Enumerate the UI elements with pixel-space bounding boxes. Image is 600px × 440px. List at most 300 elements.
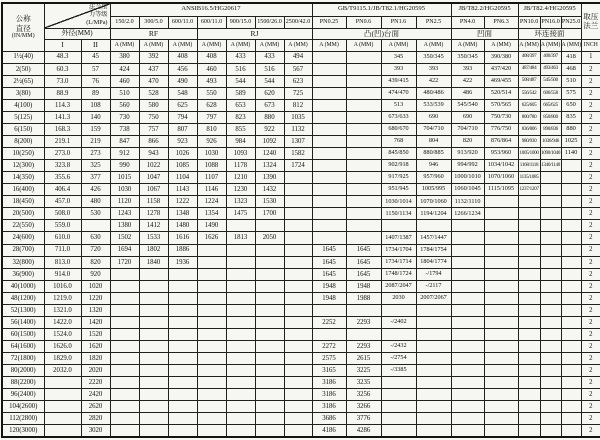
table-row — [2, 413, 600, 425]
dimension-cell: 953/960 — [484, 148, 518, 160]
dimension-cell: 422 — [451, 75, 484, 87]
dimension-cell: 711.0 — [44, 244, 81, 256]
dimension-cell: 4286 — [346, 425, 381, 437]
nominal-diameter-cell: 96(2400) — [2, 389, 44, 401]
dimension-cell — [255, 401, 284, 413]
dimension-cell — [226, 341, 255, 353]
dimension-cell — [110, 341, 139, 353]
inch-cell: 2 — [581, 244, 600, 256]
nominal-diameter-cell: 16(400) — [2, 184, 44, 196]
dimension-cell — [484, 328, 518, 340]
dimension-cell — [197, 256, 226, 268]
nominal-diameter-cell: 4(100) — [2, 99, 44, 111]
dimension-cell: 1278 — [139, 208, 168, 220]
dimension-cell: 325 — [81, 160, 110, 172]
dimension-cell: 625/605 — [518, 99, 540, 111]
dimension-cell — [168, 268, 197, 280]
dimension-cell — [255, 316, 284, 328]
dimension-cell: 650 — [561, 99, 581, 111]
dimension-cell — [416, 401, 451, 413]
dimension-cell: 490 — [168, 75, 197, 87]
dimension-cell: 457.0 — [44, 196, 81, 208]
dimension-cell: 1243 — [110, 208, 139, 220]
table-row — [2, 63, 600, 75]
dimension-cell: 580 — [139, 99, 168, 111]
dimension-cell — [255, 220, 284, 232]
dimension-cell — [284, 401, 312, 413]
dimension-cell — [561, 389, 581, 401]
dimension-cell: 797 — [197, 111, 226, 123]
dimension-cell — [518, 208, 540, 220]
dimension-cell: 1150/1134 — [381, 208, 416, 220]
dimension-cell: 355.6 — [44, 172, 81, 184]
dimension-cell — [168, 413, 197, 425]
dimension-cell: 520/514 — [484, 87, 518, 99]
dimension-cell — [416, 316, 451, 328]
dimension-cell: 1948 — [346, 280, 381, 292]
pressure-col-header: 300/5.0 — [139, 16, 168, 28]
nominal-diameter-cell: 14(350) — [2, 172, 44, 184]
dimension-cell: 486 — [451, 87, 484, 99]
dimension-cell — [540, 196, 561, 208]
dimension-cell: 433 — [255, 51, 284, 63]
pressure-col-header: PN0.25 — [312, 16, 346, 28]
dimension-cell: 1948 — [312, 292, 346, 304]
standard-group-header: JB/T82.4/HG20595 — [518, 3, 581, 16]
dimension-cell — [312, 75, 346, 87]
dimension-cell — [346, 75, 381, 87]
table-row — [2, 292, 600, 304]
dimension-cell: -/2754 — [381, 353, 416, 365]
dimension-cell: 408 — [168, 51, 197, 63]
dimension-cell: 1104 — [168, 172, 197, 184]
dimension-cell: 920 — [81, 268, 110, 280]
nominal-diameter-cell: 56(1400) — [2, 316, 44, 328]
dimension-cell — [44, 389, 81, 401]
dimension-cell — [561, 401, 581, 413]
dimension-cell — [226, 280, 255, 292]
dimension-cell: 1422.0 — [44, 316, 81, 328]
dimension-cell: 48.3 — [44, 51, 81, 63]
table-row — [2, 365, 600, 377]
dimension-cell — [284, 365, 312, 377]
dimension-cell — [416, 304, 451, 316]
face-group-header: RF — [110, 28, 197, 39]
pressure-class-label-line: 法兰压 — [88, 4, 108, 11]
dimension-cell: 510 — [561, 75, 581, 87]
table-row — [2, 184, 600, 196]
dimension-cell: 2050 — [255, 232, 284, 244]
pressure-col-header: 900/15.0 — [226, 16, 255, 28]
dimension-cell — [484, 232, 518, 244]
tap-flange-header — [581, 3, 600, 39]
dimension-cell — [226, 292, 255, 304]
dimension-cell: 510 — [110, 87, 139, 99]
dimension-cell: 807 — [168, 123, 197, 135]
dimension-cell — [44, 413, 81, 425]
table-row — [2, 75, 600, 87]
dimension-cell — [284, 196, 312, 208]
dimension-cell: 424 — [110, 63, 139, 75]
dimension-cell — [312, 148, 346, 160]
dimension-cell: 1420 — [81, 316, 110, 328]
dimension-cell — [346, 51, 381, 63]
dimension-cell: 2293 — [346, 341, 381, 353]
dimension-cell: 1090/1040 — [540, 148, 561, 160]
dimension-cell: 820 — [81, 256, 110, 268]
inch-cell: 2 — [581, 63, 600, 75]
dimension-cell — [518, 353, 540, 365]
dimension-cell — [255, 280, 284, 292]
dimension-cell — [197, 413, 226, 425]
dimension-cell — [139, 353, 168, 365]
dimension-cell: 1324 — [255, 160, 284, 172]
dimension-cell: 1829.0 — [44, 353, 81, 365]
dimension-cell: 323.8 — [44, 160, 81, 172]
dimension-cell — [44, 377, 81, 389]
dimension-cell — [284, 172, 312, 184]
dimension-cell — [44, 401, 81, 413]
dimension-cell: 1348 — [168, 208, 197, 220]
dimension-cell: 1616 — [168, 232, 197, 244]
dimension-cell — [168, 389, 197, 401]
dimension-cell — [226, 256, 255, 268]
dimension-cell: 3686 — [312, 413, 346, 425]
dimension-cell: 73.0 — [44, 75, 81, 87]
nominal-diameter-cell: 5(125) — [2, 111, 44, 123]
dimension-cell: 750 — [139, 111, 168, 123]
dimension-cell — [284, 268, 312, 280]
dimension-cell — [284, 220, 312, 232]
dimension-cell: 946 — [416, 160, 451, 172]
dimension-cell — [226, 365, 255, 377]
table-row — [2, 425, 600, 437]
dimension-cell: 880 — [255, 111, 284, 123]
dimension-cell — [255, 292, 284, 304]
dimension-cell — [484, 389, 518, 401]
dimension-cell — [561, 184, 581, 196]
dimension-cell: 439/415 — [381, 75, 416, 87]
dimension-cell — [346, 148, 381, 160]
face-group-header: RJ — [197, 28, 312, 39]
dimension-cell — [284, 377, 312, 389]
dimension-cell: 1948 — [312, 280, 346, 292]
dimension-cell: 1237/1207 — [518, 184, 540, 196]
dimension-cell — [451, 365, 484, 377]
dimension-cell: 548 — [168, 87, 197, 99]
dimension-cell: 1520 — [81, 328, 110, 340]
dimension-cell: 757 — [139, 123, 168, 135]
dimension-cell — [44, 425, 81, 437]
dimension-cell — [312, 111, 346, 123]
dimension-cell: 470 — [139, 75, 168, 87]
dimension-cell — [284, 256, 312, 268]
inch-cell: 2 — [581, 232, 600, 244]
dimension-cell — [284, 413, 312, 425]
dimension-cell — [561, 268, 581, 280]
dimension-cell — [381, 389, 416, 401]
dimension-cell: 1645 — [312, 244, 346, 256]
dimension-cell: 493 — [197, 75, 226, 87]
dimension-cell: 1219.0 — [44, 292, 81, 304]
dimension-cell — [484, 196, 518, 208]
dimension-cell — [226, 353, 255, 365]
dimension-cell: 406.4 — [44, 184, 81, 196]
dimension-cell — [226, 220, 255, 232]
table-row — [2, 99, 600, 111]
dimension-cell: 2575 — [312, 353, 346, 365]
inch-cell: 2 — [581, 377, 600, 389]
dimension-cell: 704/710 — [451, 123, 484, 135]
dimension-cell — [484, 256, 518, 268]
dimension-cell — [518, 365, 540, 377]
dimension-cell — [518, 425, 540, 437]
dimension-cell: 606/558 — [540, 87, 561, 99]
nominal-diameter-cell: 3(80) — [2, 87, 44, 99]
nominal-diameter-cell: 72(1800) — [2, 353, 44, 365]
dimension-cell: 812 — [284, 99, 312, 111]
dimension-cell — [346, 63, 381, 75]
unit-header: A (MM) — [312, 39, 346, 51]
dimension-cell — [451, 256, 484, 268]
dimension-cell: 1645 — [312, 256, 346, 268]
dimension-cell: -/2117 — [416, 280, 451, 292]
dimension-cell: 1034/1042 — [484, 160, 518, 172]
unit-header: A (MM) — [255, 39, 284, 51]
dimension-cell: 437 — [139, 63, 168, 75]
dimension-cell — [110, 425, 139, 437]
dimension-cell — [168, 377, 197, 389]
dimension-cell: 3020 — [81, 425, 110, 437]
table-row — [2, 304, 600, 316]
dimension-cell — [518, 244, 540, 256]
dimension-cell — [197, 389, 226, 401]
dimension-cell: 1820 — [81, 353, 110, 365]
dimension-cell — [540, 401, 561, 413]
dimension-cell — [540, 316, 561, 328]
dimension-cell: 1070/1060 — [416, 196, 451, 208]
dimension-cell: 1115/1095 — [484, 184, 518, 196]
dimension-cell: 794 — [168, 111, 197, 123]
dimension-cell: 3165 — [312, 365, 346, 377]
nominal-diameter-cell: 112(2800) — [2, 413, 44, 425]
dimension-cell — [540, 413, 561, 425]
dimension-cell — [110, 280, 139, 292]
unit-header: A (MM) — [168, 39, 197, 51]
dimension-cell — [540, 244, 561, 256]
dimension-cell: 620 — [255, 87, 284, 99]
dimension-cell: 1107 — [197, 172, 226, 184]
dimension-cell — [540, 208, 561, 220]
dimension-cell: 855 — [226, 123, 255, 135]
dimension-cell: 1645 — [346, 244, 381, 256]
nominal-diameter-cell: 120(3000) — [2, 425, 44, 437]
dimension-cell: 1720 — [110, 256, 139, 268]
dimension-cell — [540, 304, 561, 316]
inch-cell: 2 — [581, 365, 600, 377]
dimension-cell: 516 — [255, 63, 284, 75]
dimension-cell: 273 — [81, 148, 110, 160]
dimension-cell: 2615 — [346, 353, 381, 365]
dimension-cell: 1734/1714 — [381, 256, 416, 268]
dimension-cell: 994/992 — [451, 160, 484, 172]
dimension-cell — [518, 341, 540, 353]
dimension-cell: 1022 — [139, 160, 168, 172]
dimension-cell — [197, 401, 226, 413]
dimension-cell — [284, 280, 312, 292]
dimension-cell — [346, 184, 381, 196]
dimension-cell — [197, 353, 226, 365]
dimension-cell: 1813 — [226, 232, 255, 244]
dimension-cell: 984 — [226, 135, 255, 147]
dimension-cell — [284, 328, 312, 340]
pressure-col-header: PN6.3 — [484, 16, 518, 28]
dimension-cell: 408/397 — [518, 51, 540, 63]
inch-cell: 2 — [581, 425, 600, 437]
inch-cell: 2 — [581, 75, 600, 87]
inch-cell: 2 — [581, 160, 600, 172]
dimension-cell: 1988 — [346, 292, 381, 304]
dimension-cell — [416, 377, 451, 389]
dimension-cell — [110, 268, 139, 280]
dimension-cell — [346, 196, 381, 208]
dimension-cell: 493/463 — [540, 63, 561, 75]
table-row — [2, 280, 600, 292]
dimension-cell: 1036/946 — [540, 135, 561, 147]
dimension-cell: 508.0 — [44, 208, 81, 220]
dimension-cell — [540, 232, 561, 244]
dimension-cell: 3186 — [312, 389, 346, 401]
dimension-cell — [518, 304, 540, 316]
dimension-cell: 108 — [81, 99, 110, 111]
dimension-cell — [451, 377, 484, 389]
unit-header: A (MM) — [226, 39, 255, 51]
dimension-cell — [540, 172, 561, 184]
nominal-diameter-cell: 80(2000) — [2, 365, 44, 377]
dimension-cell — [226, 328, 255, 340]
dimension-cell — [484, 341, 518, 353]
dimension-cell — [518, 377, 540, 389]
nominal-diameter-cell: 60(1500) — [2, 328, 44, 340]
dimension-cell: 2620 — [81, 401, 110, 413]
dimension-cell: 1432 — [255, 184, 284, 196]
table-row — [2, 328, 600, 340]
pressure-class-label — [86, 4, 107, 26]
dimension-cell: 1626.0 — [44, 341, 81, 353]
dimension-cell: 460 — [110, 75, 139, 87]
inch-cell: 2 — [581, 341, 600, 353]
dimension-cell — [312, 208, 346, 220]
dimension-cell: 530 — [81, 208, 110, 220]
inch-cell: 2 — [581, 99, 600, 111]
dimension-cell — [255, 304, 284, 316]
unit-header: A (MM) — [381, 39, 416, 51]
nominal-diameter-cell: 40(1000) — [2, 280, 44, 292]
pressure-col-header: 2500/42.0 — [284, 16, 312, 28]
dimension-cell: 345 — [381, 51, 416, 63]
dimension-cell: 1178 — [226, 160, 255, 172]
inch-cell: 2 — [581, 328, 600, 340]
pressure-col-header: 150/2.0 — [110, 16, 139, 28]
dimension-cell: 559.0 — [44, 220, 81, 232]
unit-header: A (MM) — [139, 39, 168, 51]
dimension-cell — [451, 220, 484, 232]
dimension-cell: 2293 — [346, 316, 381, 328]
dimension-cell — [312, 304, 346, 316]
dimension-cell — [346, 135, 381, 147]
dimension-cell: 1533 — [139, 232, 168, 244]
dimension-cell — [561, 280, 581, 292]
dimension-cell — [312, 160, 346, 172]
dimension-cell: 494 — [284, 51, 312, 63]
dimension-cell: 2020 — [81, 365, 110, 377]
dimension-cell — [561, 304, 581, 316]
dimension-cell: 1582 — [284, 148, 312, 160]
dimension-cell: 1480 — [168, 220, 197, 232]
nominal-diameter-cell: 32(800) — [2, 256, 44, 268]
dimension-cell: 456 — [168, 63, 197, 75]
unit-header: A (MM) — [484, 39, 518, 51]
dimension-cell — [451, 425, 484, 437]
dimension-cell — [139, 413, 168, 425]
dimension-cell — [416, 389, 451, 401]
dimension-cell: 480/486 — [416, 87, 451, 99]
dimension-cell — [484, 413, 518, 425]
dimension-cell: 768 — [381, 135, 416, 147]
dimension-cell — [416, 341, 451, 353]
dimension-cell: 912 — [110, 148, 139, 160]
dimension-cell — [284, 316, 312, 328]
dimension-cell — [226, 244, 255, 256]
dimension-cell — [346, 160, 381, 172]
dimension-cell: 922 — [255, 123, 284, 135]
table-row — [2, 401, 600, 413]
dimension-cell — [110, 389, 139, 401]
unit-header: A (MM) — [346, 39, 381, 51]
dimension-cell — [139, 316, 168, 328]
dimension-cell: 2030 — [381, 292, 416, 304]
dimension-cell: 393 — [416, 63, 451, 75]
dimension-cell — [561, 256, 581, 268]
table-row — [2, 160, 600, 172]
dimension-cell: 804 — [416, 135, 451, 147]
dimension-cell — [139, 280, 168, 292]
dimension-cell: 350/345 — [451, 51, 484, 63]
dimension-cell — [540, 256, 561, 268]
dimension-cell: 1060/1045 — [451, 184, 484, 196]
dimension-cell: 1390 — [255, 172, 284, 184]
dimension-cell — [484, 280, 518, 292]
od-subcol-header: I — [44, 39, 81, 51]
dimension-cell: 400/397 — [540, 51, 561, 63]
dimension-cell — [518, 328, 540, 340]
dimension-cell — [540, 389, 561, 401]
dimension-cell — [451, 413, 484, 425]
dimension-cell — [346, 220, 381, 232]
dimension-cell: 533/539 — [416, 99, 451, 111]
table-row — [2, 377, 600, 389]
nominal-diameter-label-line: (IN/MM) — [11, 32, 35, 39]
dimension-cell: 1120 — [110, 196, 139, 208]
dimension-cell — [81, 220, 110, 232]
dimension-cell: 1734/1704 — [381, 244, 416, 256]
inch-cell: 2 — [581, 87, 600, 99]
dimension-cell — [518, 220, 540, 232]
dimension-cell — [197, 365, 226, 377]
dimension-cell — [518, 280, 540, 292]
dimension-cell: 168.3 — [44, 123, 81, 135]
dimension-cell: 570/565 — [484, 99, 518, 111]
